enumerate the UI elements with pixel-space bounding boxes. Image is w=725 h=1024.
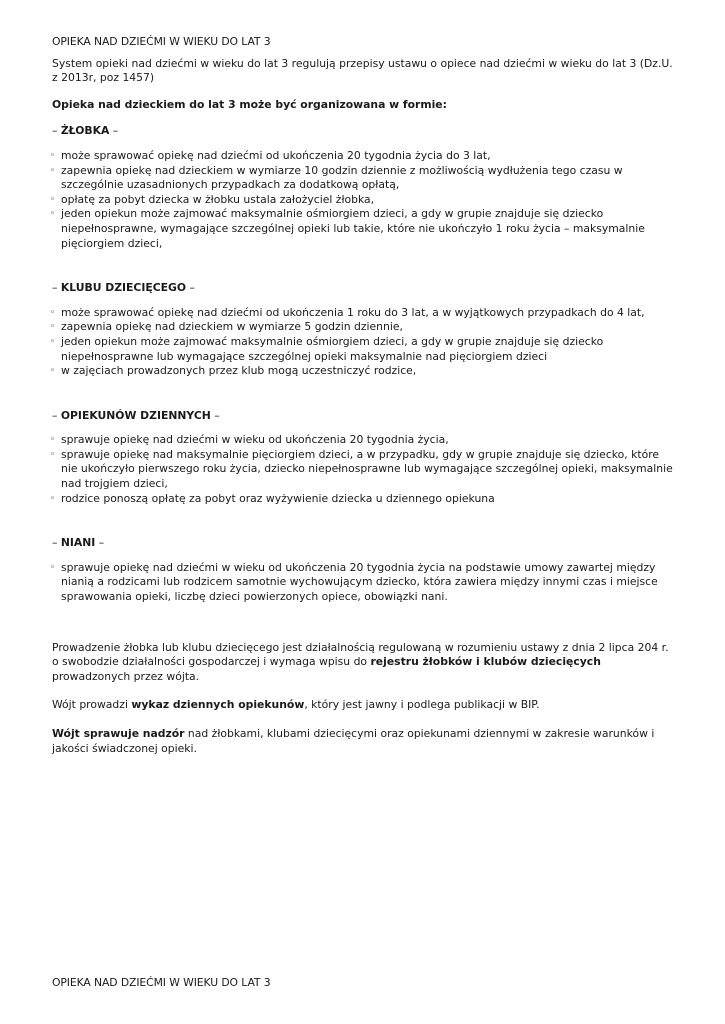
page-title: OPIEKA NAD DZIEĆMI W WIEKU DO LAT 3: [52, 35, 271, 48]
section-heading-niani: – NIANI –: [52, 536, 105, 550]
list-item: ◦ sprawuje opiekę nad dziećmi w wieku od ukończenia 20 tygodnia życia na podstawie umowy zawartej między nianią a rodzicami lub rodzicem samotnie wychowującym dziecko, która zawiera między innymi czas i miejsce sprawowania opieki, liczbę dzieci powierzonych opiece, obowiązki nani.: [52, 561, 677, 605]
list-item: ◦ może sprawować opiekę nad dziećmi od ukończenia 1 roku do 3 lat, a w wyjątkowych przypadkach do 4 lat,: [52, 306, 677, 321]
list-item: ◦ rodzice ponoszą opłatę za pobyt oraz wyżywienie dziecka u dziennego opiekuna: [52, 492, 677, 507]
section-title: NIANI: [60, 536, 96, 550]
section-heading-zlobek: – ŻŁOBKA –: [52, 124, 119, 138]
supervision-emphasis: Wójt sprawuje nadzór: [52, 727, 185, 740]
list-item: ◦ sprawuje opiekę nad dziećmi w wieku od ukończenia 20 tygodnia życia,: [52, 433, 677, 448]
list-item: ◦ w zajęciach prowadzonych przez klub mogą uczestniczyć rodzice,: [52, 364, 677, 379]
list-item: ◦ zapewnia opiekę nad dzieckiem w wymiarze 10 godzin dziennie z możliwością wydłużenia tego czasu w szczególnie uzasadnionych przypadkach za dodatkową opłatą,: [52, 164, 677, 193]
closing-paragraph-register: Prowadzenie żłobka lub klubu dziecięcego jest działalnością regulowaną w rozumieniu ustawy z dnia 2 lipca 204 r. o swobodzie działalności gospodarczej i wymaga wpisu do rejestru żłobków i klubów dziecięcych prowadzonych przez wójta.: [52, 640, 669, 683]
list-item: ◦ jeden opiekun może zajmować maksymalnie ośmiorgiem dzieci, a gdy w grupie znajduje się dziecko niepełnosprawne, wymagające szczególnej opieki lub takie, które nie ukończyło 1 roku życia – maksymalnie pięciorgiem dzieci,: [52, 207, 677, 251]
section-title: OPIEKUNÓW DZIENNYCH: [60, 408, 211, 422]
list-niani: [52, 561, 677, 605]
list-emphasis: wykaz dziennych opiekunów: [131, 698, 305, 712]
list-zlobek: [52, 149, 677, 251]
list-item: ◦ opłatę za pobyt dziecka w żłobku ustala założyciel żłobka,: [52, 193, 677, 208]
page-footer: OPIEKA NAD DZIEĆMI W WIEKU DO LAT 3: [52, 976, 271, 989]
list-item: ◦ sprawuje opiekę nad maksymalnie pięciorgiem dzieci, a w przypadku, gdy w grupie znajduje się dziecko, które nie ukończyło pierwszego roku życia, dziecko niepełnosprawne lub wymagające szczególnej opieki, maksymalnie nad trojgiem dzieci,: [52, 448, 677, 492]
closing-paragraph-supervision: Wójt sprawuje nadzór nad żłobkami, klubami dziecięcymi oraz opiekunami dziennymi w zakresie warunków i jakości świadczonej opieki.: [52, 727, 655, 755]
document-body: [52, 35, 677, 756]
section-heading-opiekunowie: – OPIEKUNÓW DZIENNYCH –: [52, 408, 220, 422]
list-opiekunowie: [52, 433, 677, 506]
closing-paragraph-list: Wójt prowadzi wykaz dziennych opiekunów, który jest jawny i podlega publikacji w BIP.: [52, 698, 540, 712]
list-item: ◦ może sprawować opiekę nad dziećmi od ukończenia 20 tygodnia życia do 3 lat,: [52, 149, 677, 164]
list-item: ◦ jeden opiekun może zajmować maksymalnie ośmiorgiem dzieci, a gdy w grupie znajduje się dziecko niepełnosprawne lub wymagające szczególnej opieki maksymalnie nad pięciorgiem dzieci: [52, 335, 677, 364]
list-item: ◦ zapewnia opiekę nad dzieckiem w wymiarze 5 godzin dziennie,: [52, 320, 677, 335]
intro-paragraph: System opieki nad dziećmi w wieku do lat 3 regulują przepisy ustawu o opiece nad dziećmi w wieku do lat 3 (Dz.U. z 2013r, poz 1457): [52, 56, 673, 85]
section-title: KLUBU DZIECIĘCEGO: [60, 281, 187, 295]
lead-heading: Opieka nad dzieckiem do lat 3 może być organizowana w formie:: [52, 97, 447, 111]
list-klub: [52, 306, 677, 379]
register-emphasis: rejestru żłobków i klubów dziecięcych: [370, 655, 601, 669]
section-heading-klub: – KLUBU DZIECIĘCEGO –: [52, 281, 195, 295]
section-title: ŻŁOBKA: [60, 124, 110, 138]
